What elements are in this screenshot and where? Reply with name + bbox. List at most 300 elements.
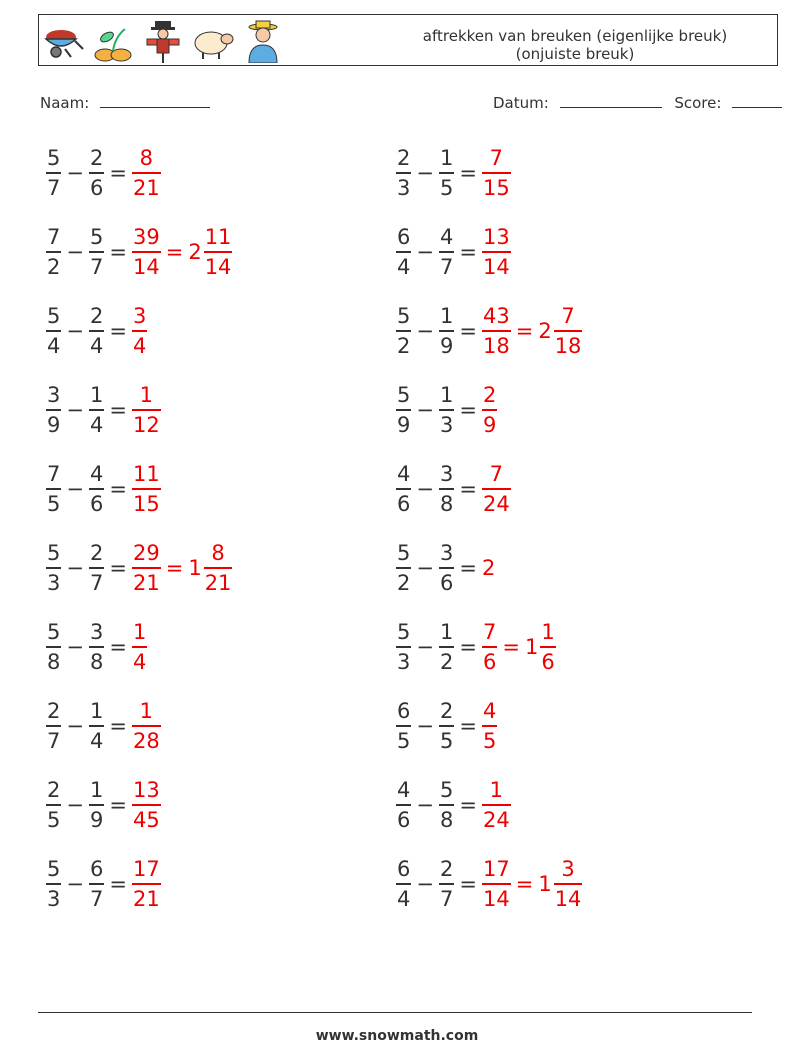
minus-sign: − [66,713,84,738]
minuend-fraction [396,461,411,517]
subtrahend-fraction [89,698,104,754]
subtrahend-fraction-bar [439,488,454,490]
minuend-fraction-numerator: 4 [397,462,411,486]
minuend-fraction-bar [46,251,61,253]
answer-fraction-denominator: 15 [482,175,510,200]
mixed-fraction-denominator: 21 [204,570,232,595]
subtrahend-fraction [89,382,104,438]
minuend-fraction-numerator: 5 [397,620,411,644]
equals-sign: = [109,792,127,817]
mixed-fraction-denominator: 18 [554,333,582,358]
subtrahend-fraction-numerator: 4 [89,462,104,486]
wheelbarrow-icon [41,19,85,63]
problem-7 [46,382,161,438]
mixed-fraction-numerator: 7 [561,304,575,328]
answer-fraction-bar [132,646,147,648]
subtrahend-fraction-denominator: 9 [439,333,454,358]
subtrahend-fraction-numerator: 5 [89,225,104,249]
problem-1 [46,145,161,201]
subtrahend-fraction-bar [89,804,104,806]
minuend-fraction-denominator: 7 [47,728,61,753]
subtrahend-fraction-denominator: 8 [439,807,454,832]
mixed-fraction-bar [540,646,555,648]
answer-fraction-numerator: 13 [132,778,160,802]
minuend-fraction-denominator: 3 [397,649,411,674]
problem-17 [46,777,161,833]
minuend-fraction-denominator: 5 [47,491,61,516]
minus-sign: − [416,634,434,659]
minuend-fraction-denominator: 4 [397,254,411,279]
minuend-fraction-denominator: 2 [47,254,61,279]
subtrahend-fraction-denominator: 6 [89,175,104,200]
equals-sign: = [459,634,477,659]
minuend-fraction-bar [396,488,411,490]
subtrahend-fraction-numerator: 3 [89,620,104,644]
answer-fraction-denominator: 21 [132,570,160,595]
answer-fraction-numerator: 7 [489,462,504,486]
answer-fraction-bar [132,725,161,727]
name-blank [100,93,210,108]
answer-equals-sign: = [165,239,184,264]
minus-sign: − [416,792,434,817]
subtrahend-fraction-denominator: 2 [439,649,454,674]
minuend-fraction [46,619,61,675]
equals-sign: = [109,634,127,659]
answer-fraction-denominator: 14 [482,886,510,911]
minus-sign: − [66,792,84,817]
answer-fraction-denominator: 21 [132,886,160,911]
mixed-fraction-bar [554,883,583,885]
answer-fraction-numerator: 4 [482,699,497,723]
answer-fraction-denominator: 6 [482,649,497,674]
minuend-fraction-numerator: 5 [47,857,61,881]
equals-sign: = [109,555,127,580]
answer-fraction-bar [132,251,161,253]
problem-16 [396,698,497,754]
minuend-fraction-numerator: 6 [397,225,411,249]
answer-fraction [482,303,511,359]
answer-fraction-bar [482,883,511,885]
subtrahend-fraction [89,856,104,912]
minus-sign: − [66,397,84,422]
equals-sign: = [459,239,477,264]
answer-fraction-denominator: 12 [132,412,160,437]
subtrahend-fraction-denominator: 9 [89,807,104,832]
minuend-fraction-denominator: 6 [397,491,411,516]
answer-fraction-bar [132,804,161,806]
problem-14 [396,619,556,675]
minuend-fraction-bar [46,883,61,885]
answer-fraction-numerator: 39 [132,225,160,249]
subtrahend-fraction-denominator: 8 [89,649,104,674]
equals-sign: = [459,871,477,896]
minuend-fraction-numerator: 5 [47,304,61,328]
sprout-icon [91,19,135,63]
mixed-fraction-bar [204,567,233,569]
minuend-fraction-numerator: 2 [397,146,411,170]
subtrahend-fraction-bar [439,804,454,806]
problem-15 [46,698,161,754]
answer-fraction-numerator: 3 [132,304,147,328]
subtrahend-fraction [439,698,454,754]
subtrahend-fraction-denominator: 3 [439,412,454,437]
subtrahend-fraction [439,856,454,912]
minus-sign: − [416,397,434,422]
subtrahend-fraction-numerator: 6 [89,857,104,881]
minuend-fraction-numerator: 7 [47,225,61,249]
answer-fraction-denominator: 45 [132,807,160,832]
minuend-fraction-numerator: 6 [397,857,411,881]
answer-equals-sign: = [515,318,534,343]
subtrahend-fraction-numerator: 2 [439,699,454,723]
subtrahend-fraction-numerator: 1 [89,778,104,802]
subtrahend-fraction [439,145,454,201]
answer-fraction-bar [132,883,161,885]
minuend-fraction-numerator: 5 [47,146,61,170]
problem-5 [46,303,147,359]
answer-fraction-numerator: 43 [482,304,510,328]
subtrahend-fraction-numerator: 1 [439,304,454,328]
subtrahend-fraction-denominator: 6 [439,570,454,595]
mixed-fraction-numerator: 1 [541,620,555,644]
subtrahend-fraction-bar [439,725,454,727]
mixed-whole: 1 [538,871,552,896]
minuend-fraction-denominator: 5 [47,807,61,832]
minuend-fraction [396,619,411,675]
answer-fraction [482,619,497,675]
equals-sign: = [109,871,127,896]
subtrahend-fraction [439,382,454,438]
minus-sign: − [416,160,434,185]
minuend-fraction [46,461,61,517]
minuend-fraction-bar [46,330,61,332]
minuend-fraction [46,145,61,201]
minuend-fraction-bar [396,330,411,332]
problem-4 [396,224,511,280]
mixed-fraction-numerator: 11 [204,225,232,249]
subtrahend-fraction-denominator: 4 [89,728,104,753]
subtrahend-fraction-bar [89,725,104,727]
answer-fraction-numerator: 7 [482,620,497,644]
answer-fraction [482,856,511,912]
minuend-fraction-bar [46,488,61,490]
answer-fraction-bar [482,172,511,174]
minuend-fraction-denominator: 2 [397,570,411,595]
subtrahend-fraction-bar [439,330,454,332]
minus-sign: − [416,871,434,896]
minuend-fraction-bar [396,725,411,727]
subtrahend-fraction-bar [439,567,454,569]
answer-fraction-denominator: 15 [132,491,160,516]
minuend-fraction-denominator: 3 [47,570,61,595]
equals-sign: = [459,318,477,343]
subtrahend-fraction [89,619,104,675]
answer-fraction-bar [482,251,511,253]
answer-fraction-numerator: 2 [482,383,497,407]
minus-sign: − [66,318,84,343]
answer-fraction [132,303,147,359]
minuend-fraction-denominator: 8 [47,649,61,674]
problem-2 [396,145,511,201]
equals-sign: = [459,160,477,185]
problem-8 [396,382,497,438]
subtrahend-fraction-bar [89,646,104,648]
minuend-fraction [396,303,411,359]
subtrahend-fraction-denominator: 5 [439,728,454,753]
minuend-fraction-numerator: 6 [397,699,411,723]
subtrahend-fraction [439,224,454,280]
answer-fraction-denominator: 14 [482,254,510,279]
minuend-fraction-denominator: 3 [47,886,61,911]
minus-sign: − [416,713,434,738]
minuend-fraction [396,382,411,438]
minus-sign: − [416,318,434,343]
answer-fraction [482,698,497,754]
answer-fraction [132,540,161,596]
minuend-fraction [396,698,411,754]
subtrahend-fraction-numerator: 2 [89,304,104,328]
subtrahend-fraction-numerator: 1 [439,146,454,170]
subtrahend-fraction-denominator: 5 [439,175,454,200]
answer-fraction [482,461,511,517]
score-label: Score: [674,94,722,112]
minus-sign: − [416,555,434,580]
subtrahend-fraction-bar [439,251,454,253]
subtrahend-fraction-bar [439,172,454,174]
equals-sign: = [109,160,127,185]
equals-sign: = [109,239,127,264]
minuend-fraction [396,145,411,201]
scarecrow-icon [141,19,185,63]
mixed-fraction-denominator: 14 [554,886,582,911]
subtrahend-fraction-numerator: 2 [89,146,104,170]
mixed-fraction-numerator: 8 [211,541,225,565]
minuend-fraction [396,856,411,912]
minuend-fraction-numerator: 5 [47,541,61,565]
minuend-fraction-denominator: 7 [47,175,61,200]
date-label: Datum: [493,94,549,112]
answer-fraction-denominator: 14 [132,254,160,279]
answer-fraction [132,145,161,201]
minuend-fraction-bar [46,804,61,806]
minuend-fraction-bar [46,646,61,648]
answer-fraction-bar [482,409,497,411]
answer-fraction-denominator: 5 [482,728,497,753]
minuend-fraction [46,777,61,833]
date-blank [560,93,662,108]
answer-fraction-numerator: 1 [489,778,504,802]
minuend-fraction [46,303,61,359]
mixed-fraction-bar [554,330,583,332]
minuend-fraction-bar [396,646,411,648]
minuend-fraction-bar [46,172,61,174]
minuend-fraction-denominator: 9 [47,412,61,437]
minuend-fraction-bar [46,567,61,569]
subtrahend-fraction-denominator: 7 [89,886,104,911]
answer-fraction-bar [132,409,161,411]
footer-divider [38,1012,752,1013]
minuend-fraction-denominator: 4 [397,886,411,911]
footer-url: www.snowmath.com [315,1028,479,1044]
subtrahend-fraction-numerator: 5 [439,778,454,802]
score-blank [732,93,782,108]
minus-sign: − [66,634,84,659]
answer-fraction-numerator: 17 [132,857,160,881]
answer-fraction-numerator: 17 [482,857,510,881]
title-line-1: aftrekken van breuken (eigenlijke breuk) [422,27,728,45]
subtrahend-fraction-denominator: 4 [89,412,104,437]
problem-12 [396,540,495,596]
minus-sign: − [416,476,434,501]
mixed-whole: 1 [188,555,202,580]
subtrahend-fraction-bar [89,251,104,253]
problem-13 [46,619,147,675]
subtrahend-fraction-numerator: 1 [89,383,104,407]
answer-fraction [132,619,147,675]
problem-19 [46,856,161,912]
answer-fraction-denominator: 28 [132,728,160,753]
equals-sign: = [459,713,477,738]
subtrahend-fraction [89,777,104,833]
answer-equals-sign: = [502,634,520,659]
minuend-fraction-denominator: 5 [397,728,411,753]
minuend-fraction-denominator: 6 [397,807,411,832]
answer-fraction-denominator: 18 [482,333,510,358]
farmer-icon [241,19,285,63]
answer-fraction-numerator: 1 [139,699,154,723]
subtrahend-fraction-bar [89,330,104,332]
answer-fraction [132,698,161,754]
name-field [40,93,210,112]
subtrahend-fraction-bar [89,883,104,885]
equals-sign: = [109,397,127,422]
subtrahend-fraction-numerator: 1 [439,383,454,407]
answer-fraction-bar [132,330,147,332]
answer-fraction-numerator: 8 [139,146,154,170]
answer-fraction [132,382,161,438]
subtrahend-fraction [439,461,454,517]
mixed-fraction-bar [204,251,233,253]
subtrahend-fraction [89,303,104,359]
answer-fraction-bar [482,330,511,332]
minus-sign: − [416,239,434,264]
mixed-fraction-denominator: 14 [204,254,232,279]
minuend-fraction-numerator: 5 [397,383,411,407]
minuend-fraction [46,382,61,438]
minuend-fraction [396,224,411,280]
subtrahend-fraction [439,777,454,833]
answer-fraction-bar [482,646,497,648]
answer-fraction [132,856,161,912]
subtrahend-fraction-bar [89,567,104,569]
equals-sign: = [459,555,477,580]
minuend-fraction [396,777,411,833]
answer-fraction-bar [482,488,511,490]
minuend-fraction-numerator: 4 [397,778,411,802]
mixed-fraction-denominator: 6 [541,649,555,674]
name-label: Naam: [40,94,90,112]
minuend-fraction-bar [396,251,411,253]
subtrahend-fraction-numerator: 1 [439,620,454,644]
subtrahend-fraction-numerator: 3 [439,462,454,486]
subtrahend-fraction-denominator: 4 [89,333,104,358]
minuend-fraction [396,540,411,596]
subtrahend-fraction-bar [439,646,454,648]
answer-fraction [482,382,497,438]
subtrahend-fraction-bar [89,409,104,411]
problem-10 [396,461,511,517]
subtrahend-fraction-bar [439,409,454,411]
answer-fraction-numerator: 7 [489,146,504,170]
answer-fraction-denominator: 9 [482,412,497,437]
subtrahend-fraction-numerator: 4 [439,225,454,249]
answer-equals-sign: = [165,555,184,580]
problem-6 [396,303,582,359]
problem-3 [46,224,232,280]
subtrahend-fraction [89,461,104,517]
subtrahend-fraction [89,540,104,596]
minus-sign: − [66,239,84,264]
subtrahend-fraction [89,224,104,280]
problem-18 [396,777,511,833]
equals-sign: = [459,792,477,817]
date-score-field [493,93,782,112]
subtrahend-fraction-numerator: 2 [89,541,104,565]
subtrahend-fraction-denominator: 8 [439,491,454,516]
subtrahend-fraction-denominator: 7 [89,254,104,279]
subtrahend-fraction-bar [439,883,454,885]
minuend-fraction [46,698,61,754]
answer-fraction-numerator: 11 [132,462,160,486]
answer-fraction [132,777,161,833]
subtrahend-fraction-numerator: 3 [439,541,454,565]
subtrahend-fraction-denominator: 7 [89,570,104,595]
subtrahend-fraction-denominator: 7 [439,254,454,279]
minuend-fraction [46,856,61,912]
answer-fraction [132,224,161,280]
minuend-fraction-denominator: 9 [397,412,411,437]
mixed-fraction [204,540,233,596]
subtrahend-fraction [439,619,454,675]
minuend-fraction-bar [396,567,411,569]
sheep-icon [191,19,235,63]
minus-sign: − [66,555,84,580]
minuend-fraction [46,224,61,280]
mixed-whole: 2 [538,318,552,343]
answer-fraction [132,461,161,517]
minuend-fraction-numerator: 2 [47,778,61,802]
minuend-fraction-numerator: 5 [397,541,411,565]
subtrahend-fraction-denominator: 7 [439,886,454,911]
minuend-fraction-denominator: 2 [397,333,411,358]
answer-fraction-bar [132,488,161,490]
minus-sign: − [66,160,84,185]
answer-fraction-numerator: 1 [132,620,147,644]
mixed-whole: 2 [188,239,202,264]
subtrahend-fraction [89,145,104,201]
mixed-fraction [540,619,555,675]
equals-sign: = [109,318,127,343]
equals-sign: = [109,713,127,738]
minuend-fraction-bar [396,172,411,174]
answer-fraction-bar [482,804,511,806]
subtrahend-fraction-bar [89,172,104,174]
minuend-fraction-bar [396,804,411,806]
answer-fraction-denominator: 21 [132,175,160,200]
title-line-2: (onjuiste breuk) [515,45,635,63]
answer-fraction [482,777,511,833]
mixed-fraction [554,303,583,359]
